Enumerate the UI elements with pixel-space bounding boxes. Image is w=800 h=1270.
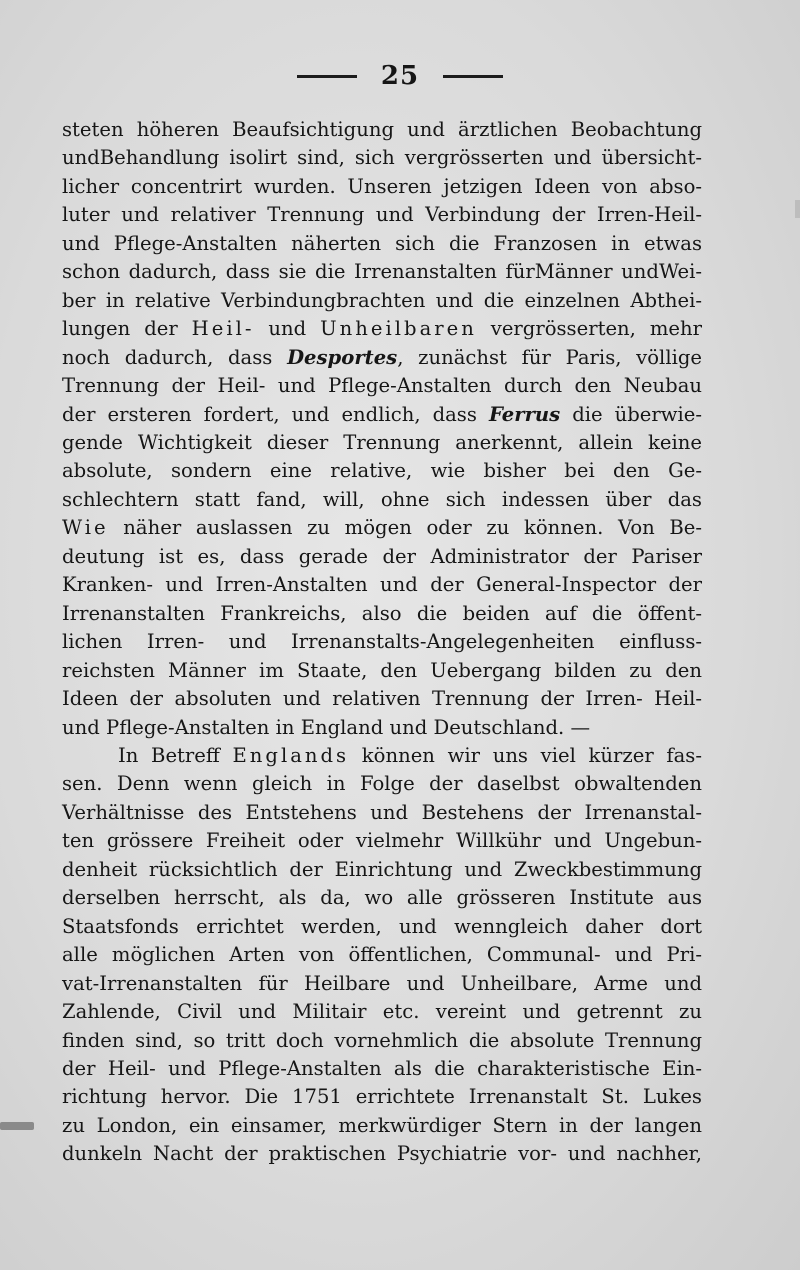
text-line: steten höheren Beaufsichtigung und ärztlichen Beobachtung: [62, 118, 702, 141]
text-line: denheit rücksichtlich der Einrichtung und Zweckbestimmung: [62, 857, 702, 881]
text-line: reichsten Männer im Staate, den Uebergang bilden zu den: [62, 658, 702, 682]
text-line: und Pflege-Anstalten näherten sich die Franzosen in etwas: [62, 231, 702, 255]
text-line: alle möglichen Arten von öffentlichen, Communal- und Pri-: [62, 943, 702, 967]
text-line: undBehandlung isolirt sind, sich vergrösserten und übersicht-: [62, 146, 702, 170]
text-line: deutung ist es, dass gerade der Administrator der Pariser: [62, 544, 702, 568]
header-rule-left: [297, 75, 357, 78]
text-line: noch dadurch, dass Desportes, zunächst für Paris, völlige: [62, 345, 702, 369]
author-name-ferrus: Ferrus: [488, 402, 561, 426]
text-line: gende Wichtigkeit dieser Trennung anerkennt, allein keine: [62, 430, 702, 454]
text-line: Verhältnisse des Entstehens und Bestehens der Irrenanstal-: [62, 800, 702, 824]
body-text: [62, 116, 702, 1169]
page-header: [0, 58, 800, 94]
page-number: 25: [380, 61, 420, 91]
text-line: schon dadurch, dass sie die Irrenanstalten fürMänner undWei-: [62, 260, 702, 284]
text-line: derselben herrscht, als da, wo alle grösseren Institute aus: [62, 886, 702, 910]
text-line: Wie näher auslassen zu mögen oder zu können. Von Be-: [62, 516, 702, 540]
text-line: zu London, ein einsamer, merkwürdiger Stern in der langen: [62, 1113, 702, 1137]
text-line: Zahlende, Civil und Militair etc. vereint und getrennt zu: [62, 1000, 702, 1024]
spaced-term-englands: Englands: [232, 743, 350, 767]
text-line: richtung hervor. Die 1751 errichtete Irrenanstalt St. Lukes: [62, 1085, 702, 1109]
author-name-desportes: Desportes: [287, 345, 398, 369]
text-line: dunkeln Nacht der praktischen Psychiatrie vor- und nachher,: [62, 1142, 702, 1166]
spaced-term-unheilbaren: Unheilbaren: [320, 317, 477, 341]
header-rule-right: [443, 75, 503, 78]
text-line: lungen der Heil- und Unheilbaren vergrösserten, mehr: [62, 317, 702, 341]
text-line: der Heil- und Pflege-Anstalten als die charakteristische Ein-: [62, 1056, 702, 1080]
scan-edge-mark: [0, 1122, 34, 1130]
text-line: Ideen der absoluten und relativen Trennung der Irren- Heil-: [62, 687, 702, 711]
spaced-term-heil: Heil-: [191, 317, 255, 341]
spaced-term-wie: Wie: [62, 516, 109, 540]
text-line: und Pflege-Anstalten in England und Deutschland. —: [62, 715, 591, 739]
text-line: Kranken- und Irren-Anstalten und der General-Inspector der: [62, 573, 702, 597]
text-line: Trennung der Heil- und Pflege-Anstalten durch den Neubau: [62, 374, 702, 398]
text-line: lichen Irren- und Irrenanstalts-Angelegenheiten einfluss-: [62, 630, 702, 654]
text-line: absolute, sondern eine relative, wie bisher bei den Ge-: [62, 459, 702, 483]
text-line: sen. Denn wenn gleich in Folge der daselbst obwaltenden: [62, 772, 702, 796]
scan-edge-mark: [795, 200, 800, 218]
text-line: ber in relative Verbindungbrachten und die einzelnen Abthei-: [62, 288, 702, 312]
text-line: licher concentrirt wurden. Unseren jetzigen Ideen von abso-: [62, 174, 702, 198]
text-line: ten grössere Freiheit oder vielmehr Willkühr und Ungebun-: [62, 829, 702, 853]
text-line: finden sind, so tritt doch vornehmlich die absolute Trennung: [62, 1028, 702, 1052]
text-line: In Betreff Englands können wir uns viel kürzer fas-: [118, 743, 702, 767]
text-line: Staatsfonds errichtet werden, und wenngleich daher dort: [62, 914, 702, 938]
text-line: Irrenanstalten Frankreichs, also die beiden auf die öffent-: [62, 601, 702, 625]
text-line: der ersteren fordert, und endlich, dass Ferrus die überwie-: [62, 402, 702, 426]
text-line: luter und relativer Trennung und Verbindung der Irren-Heil-: [62, 203, 702, 227]
text-line: schlechtern statt fand, will, ohne sich indessen über das: [62, 487, 702, 511]
text-line: vat-Irrenanstalten für Heilbare und Unheilbare, Arme und: [62, 971, 702, 995]
